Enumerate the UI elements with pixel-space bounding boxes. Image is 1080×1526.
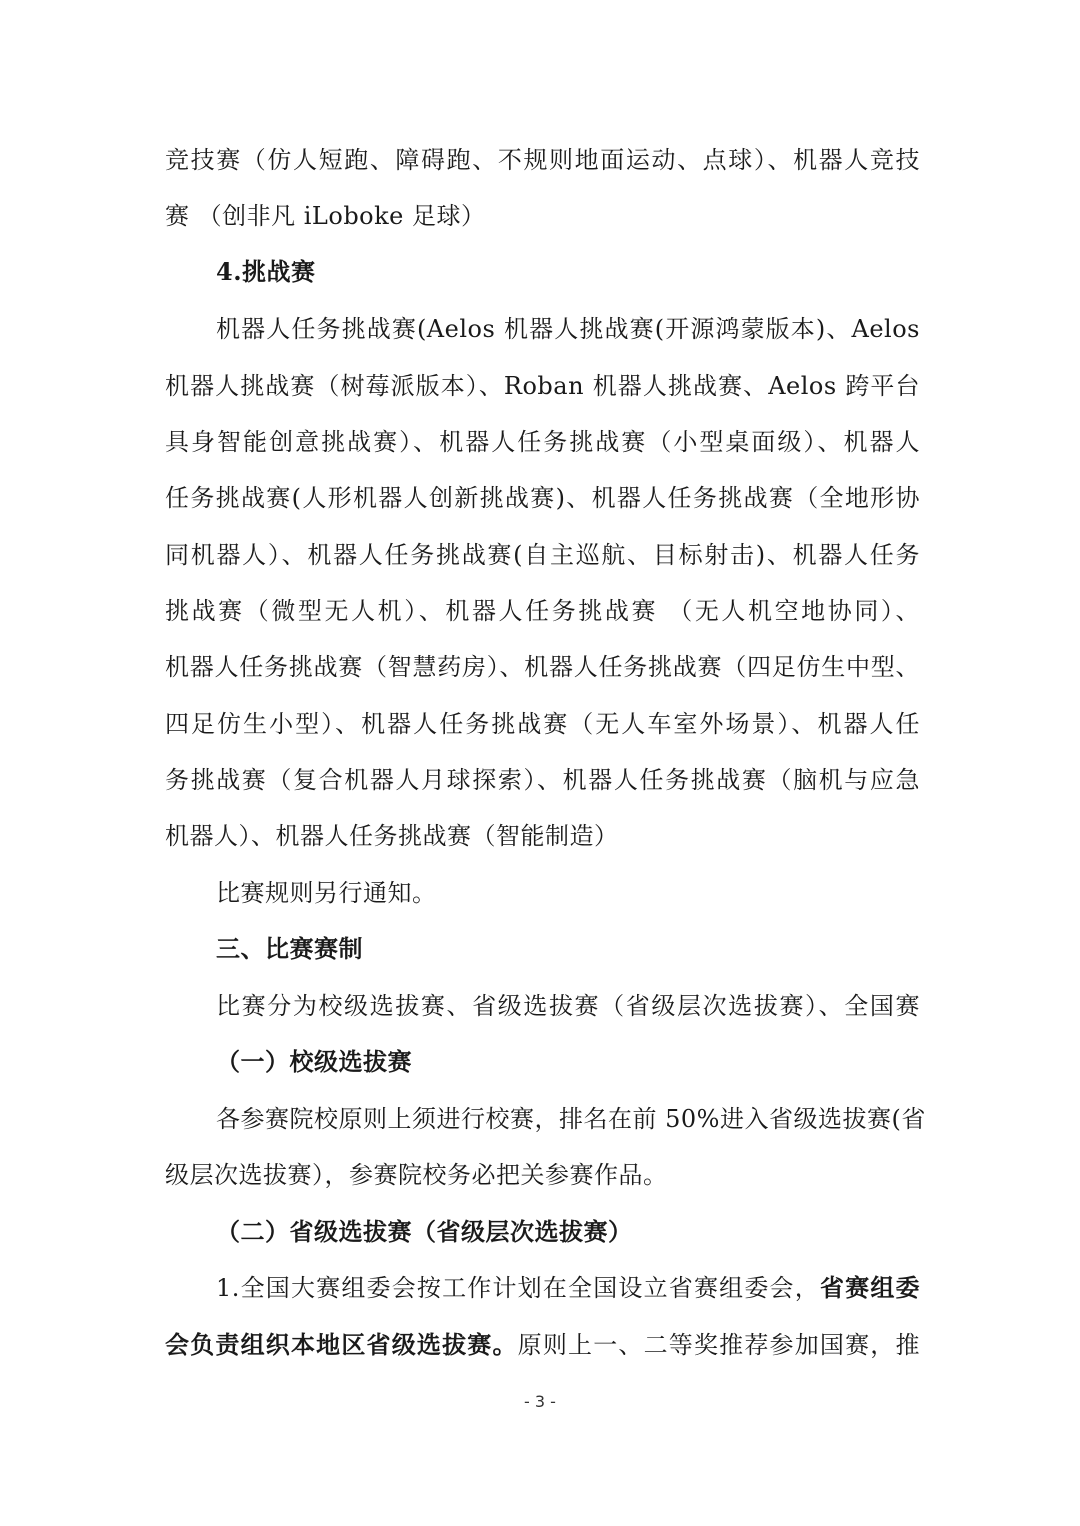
challenge-line: 机器人挑战赛（树莓派版本）、Roban 机器人挑战赛、Aelos 跨平台 [165, 372, 920, 400]
competition-line-1: 竞技赛（仿人短跑、障碍跑、不规则地面运动、点球）、机器人竞技 [165, 146, 920, 174]
provincial-line-2-bold: 会负责组织本地区省级选拔赛。 [165, 1330, 518, 1359]
format-intro: 比赛分为校级选拔赛、省级选拔赛（省级层次选拔赛）、全国赛 [216, 992, 920, 1020]
challenge-line: 具身智能创意挑战赛）、机器人任务挑战赛（小型桌面级）、机器人 [165, 428, 920, 456]
subsection-1-title: （一）校级选拔赛 [216, 1047, 412, 1076]
challenge-line: 机器人任务挑战赛（智慧药房）、机器人任务挑战赛（四足仿生中型、 [165, 653, 920, 681]
competition-line-2: 赛 （创非凡 iLoboke 足球） [165, 202, 486, 230]
provincial-line-1 [216, 1268, 920, 1308]
challenge-line: 同机器人）、机器人任务挑战赛(自主巡航、目标射击)、机器人任务 [165, 541, 920, 569]
challenge-line: 挑战赛（微型无人机）、机器人任务挑战赛 （无人机空地协同）、 [165, 597, 920, 625]
school-line-2: 级层次选拔赛），参赛院校务必把关参赛作品。 [165, 1161, 668, 1189]
page-number: - 3 - [524, 1392, 556, 1411]
section-4-title: 4.挑战赛 [216, 257, 316, 286]
provincial-line-2-normal: 原则上一、二等奖推荐参加国赛，推 [517, 1331, 920, 1359]
rules-notice: 比赛规则另行通知。 [216, 879, 437, 907]
school-line-1: 各参赛院校原则上须进行校赛，排名在前 50%进入省级选拔赛(省 [216, 1105, 926, 1133]
section-3-title: 三、比赛赛制 [216, 934, 363, 963]
challenge-line: 任务挑战赛(人形机器人创新挑战赛)、机器人任务挑战赛（全地形协 [165, 484, 920, 512]
challenge-line: 机器人）、机器人任务挑战赛（智能制造） [165, 822, 619, 850]
challenge-line: 四足仿生小型）、机器人任务挑战赛（无人车室外场景）、机器人任 [165, 710, 920, 738]
provincial-line-1-bold: 省赛组委 [819, 1273, 921, 1302]
provincial-line-2 [165, 1325, 920, 1365]
challenge-line: 机器人任务挑战赛(Aelos 机器人挑战赛(开源鸿蒙版本)、Aelos [216, 315, 920, 343]
provincial-line-1-normal: 1.全国大赛组委会按工作计划在全国设立省赛组委会， [216, 1274, 820, 1302]
challenge-line: 务挑战赛（复合机器人月球探索）、机器人任务挑战赛（脑机与应急 [165, 766, 920, 794]
subsection-2-title: （二）省级选拔赛（省级层次选拔赛） [216, 1217, 633, 1246]
